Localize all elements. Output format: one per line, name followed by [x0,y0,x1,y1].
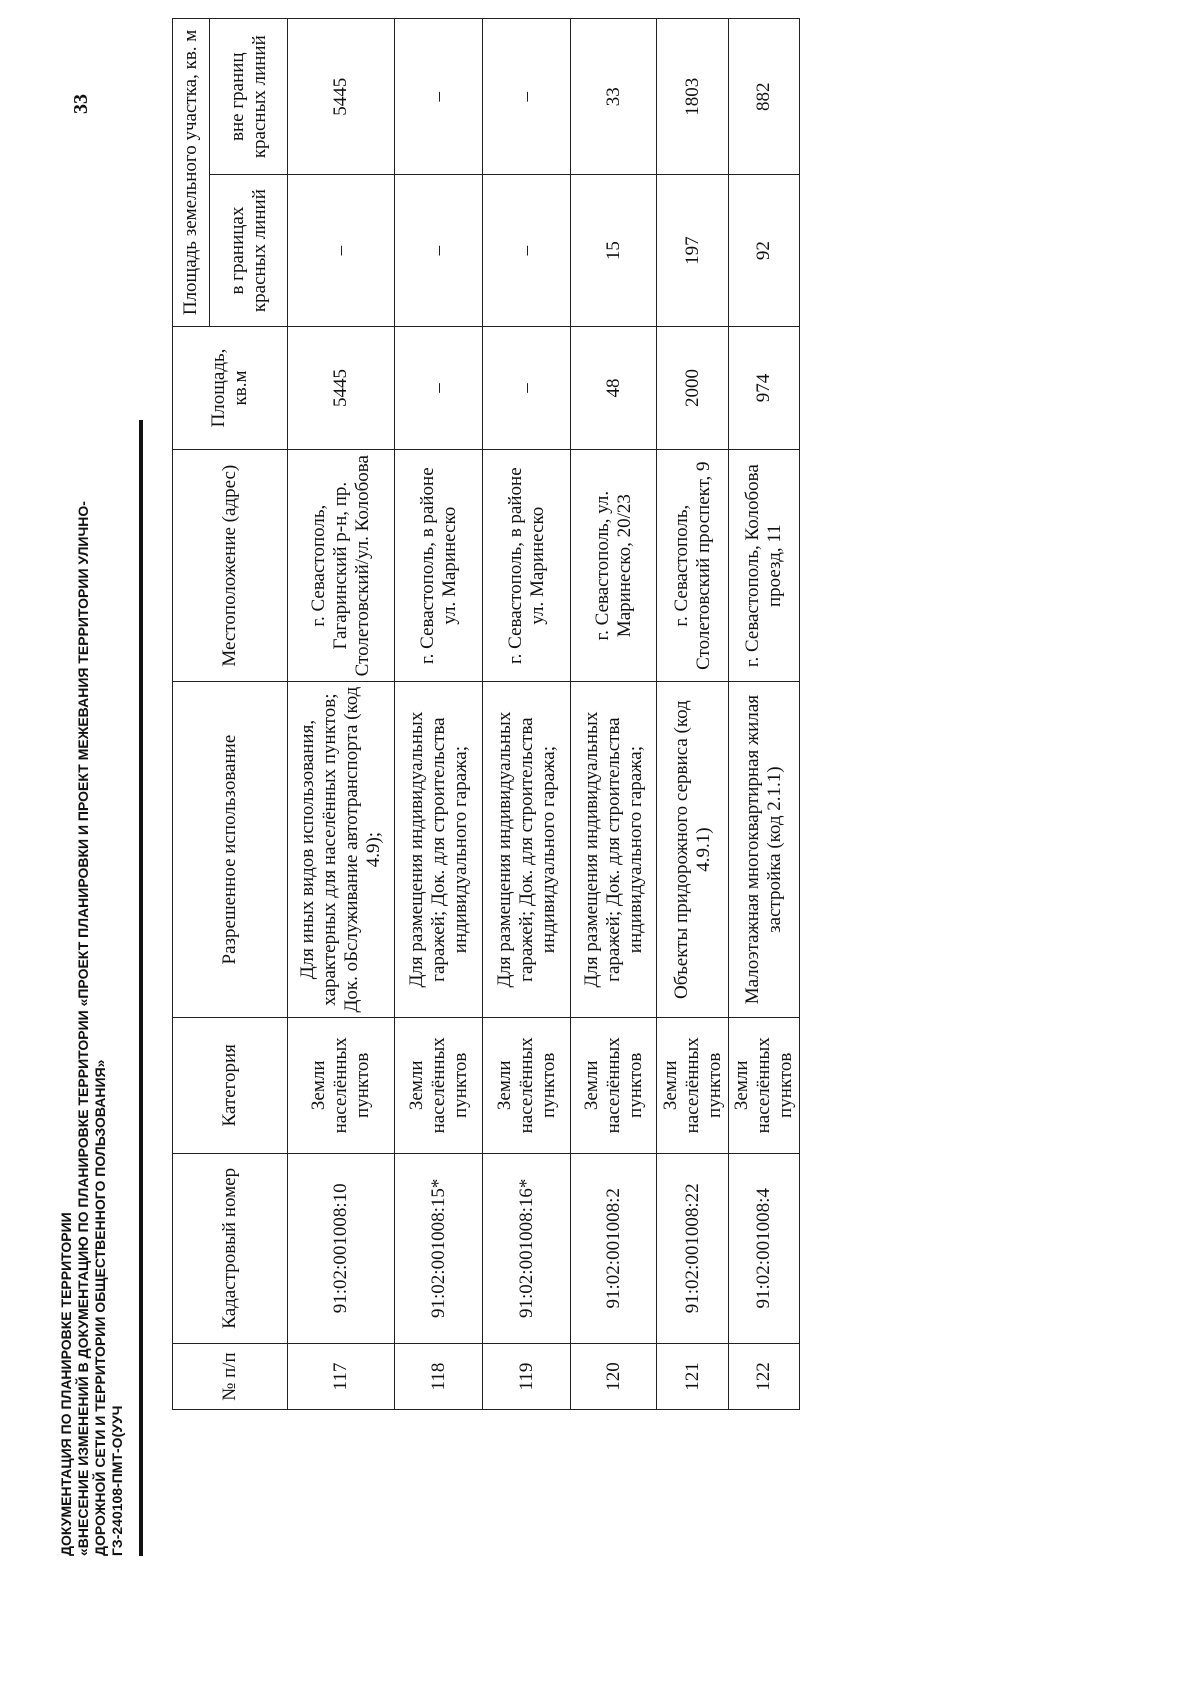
cell-inside: 197 [657,175,729,326]
cell-area: 974 [729,326,800,449]
cell-num: 120 [571,1344,657,1410]
header-outside: вне границ красных линий [210,19,288,175]
cell-location: г. Севастополь, ул. Маринеско, 20/23 [571,450,657,682]
cell-location: г. Севастополь, Гагаринский р-н, пр. Столетовский/ул. Колобова [288,450,395,682]
cell-area: 2000 [657,326,729,449]
cell-cadastral: 91:02:001008:2 [571,1153,657,1344]
document-header [58,436,126,1556]
cell-location: г. Севастополь, в районе ул. Маринеско [483,450,571,682]
cell-category: Земли населённых пунктов [729,1018,800,1154]
cell-location: г. Севастополь, в районе ул. Маринеско [395,450,483,682]
cell-outside: – [483,19,571,175]
land-plots-table [172,18,800,1410]
header-use: Разрешенное использование [173,682,288,1018]
header-cadastral: Кадастровый номер [173,1153,288,1344]
cell-cadastral: 91:02:001008:22 [657,1153,729,1344]
cell-num: 117 [288,1344,395,1410]
cell-cadastral: 91:02:001008:4 [729,1153,800,1344]
header-row [173,19,210,1410]
header-area: Площадь, кв.м [173,326,288,449]
cell-category: Земли населённых пунктов [288,1018,395,1154]
cell-use: Для размещения индивидуальных гаражей; Док. для строительства индивидуального гаража; [571,682,657,1018]
table-row [657,19,729,1410]
cell-num: 121 [657,1344,729,1410]
cell-area: – [395,326,483,449]
cell-outside: – [395,19,483,175]
cell-num: 119 [483,1344,571,1410]
cell-outside: 882 [729,19,800,175]
table-row [571,19,657,1410]
cell-inside: – [395,175,483,326]
header-location: Местоположение (адрес) [173,450,288,682]
cell-category: Земли населённых пунктов [483,1018,571,1154]
header-line-1: ДОКУМЕНТАЦИЯ ПО ПЛАНИРОВКЕ ТЕРРИТОРИИ [58,1212,74,1556]
cell-outside: 33 [571,19,657,175]
header-line-3: ДОРОЖНОЙ СЕТИ И ТЕРРИТОРИИ ОБЩЕСТВЕННОГО ПОЛЬЗОВАНИЯ» [92,1059,108,1556]
cell-use: Для размещения индивидуальных гаражей; Док. для строительства индивидуального гаража; [483,682,571,1018]
header-inside: в границах красных линий [210,175,288,326]
cell-inside: 92 [729,175,800,326]
cell-use: Объекты придорожного сервиса (код 4.9.1) [657,682,729,1018]
cell-use: Малоэтажная многоквартирная жилая застройка (код 2.1.1) [729,682,800,1018]
cell-use: Для размещения индивидуальных гаражей; Док. для строительства индивидуального гаража; [395,682,483,1018]
cell-location: г. Севастополь, Столетовский проспект, 9 [657,450,729,682]
cell-cadastral: 91:02:001008:15* [395,1153,483,1344]
header-category: Категория [173,1018,288,1154]
cell-area: 48 [571,326,657,449]
cell-num: 122 [729,1344,800,1410]
cell-cadastral: 91:02:001008:10 [288,1153,395,1344]
header-rule [139,420,143,1556]
table-row [483,19,571,1410]
header-plot-area: Площадь земельного участка, кв. м [173,19,210,327]
cell-outside: 1803 [657,19,729,175]
cell-num: 118 [395,1344,483,1410]
cell-area: 5445 [288,326,395,449]
table-row [288,19,395,1410]
header-line-4: ГЗ-240108-ПМТ-О(УУЧ [109,1405,125,1556]
page-number: 33 [70,94,92,114]
cell-category: Земли населённых пунктов [657,1018,729,1154]
cell-inside: 15 [571,175,657,326]
table-row [729,19,800,1410]
cell-area: – [483,326,571,449]
cell-location: г. Севастополь, Колобова проезд, 11 [729,450,800,682]
cell-inside: – [288,175,395,326]
header-num: № п/п [173,1344,288,1410]
cell-cadastral: 91:02:001008:16* [483,1153,571,1344]
cell-use: Для иных видов использования, характерных для населённых пунктов; Док. оБслуживание автотранспорта (код 4.9); [288,682,395,1018]
cell-inside: – [483,175,571,326]
cell-outside: 5445 [288,19,395,175]
cell-category: Земли населённых пунктов [571,1018,657,1154]
table-row [395,19,483,1410]
header-line-2: «ВНЕСЕНИЕ ИЗМЕНЕНИЙ В ДОКУМЕНТАЦИЮ ПО ПЛАНИРОВКЕ ТЕРРИТОРИИ «ПРОЕКТ ПЛАНИРОВКИ И ПРОЕКТ МЕЖЕВАНИЯ ТЕРРИТОРИИ УЛИЧНО- [75,501,91,1556]
cell-category: Земли населённых пунктов [395,1018,483,1154]
